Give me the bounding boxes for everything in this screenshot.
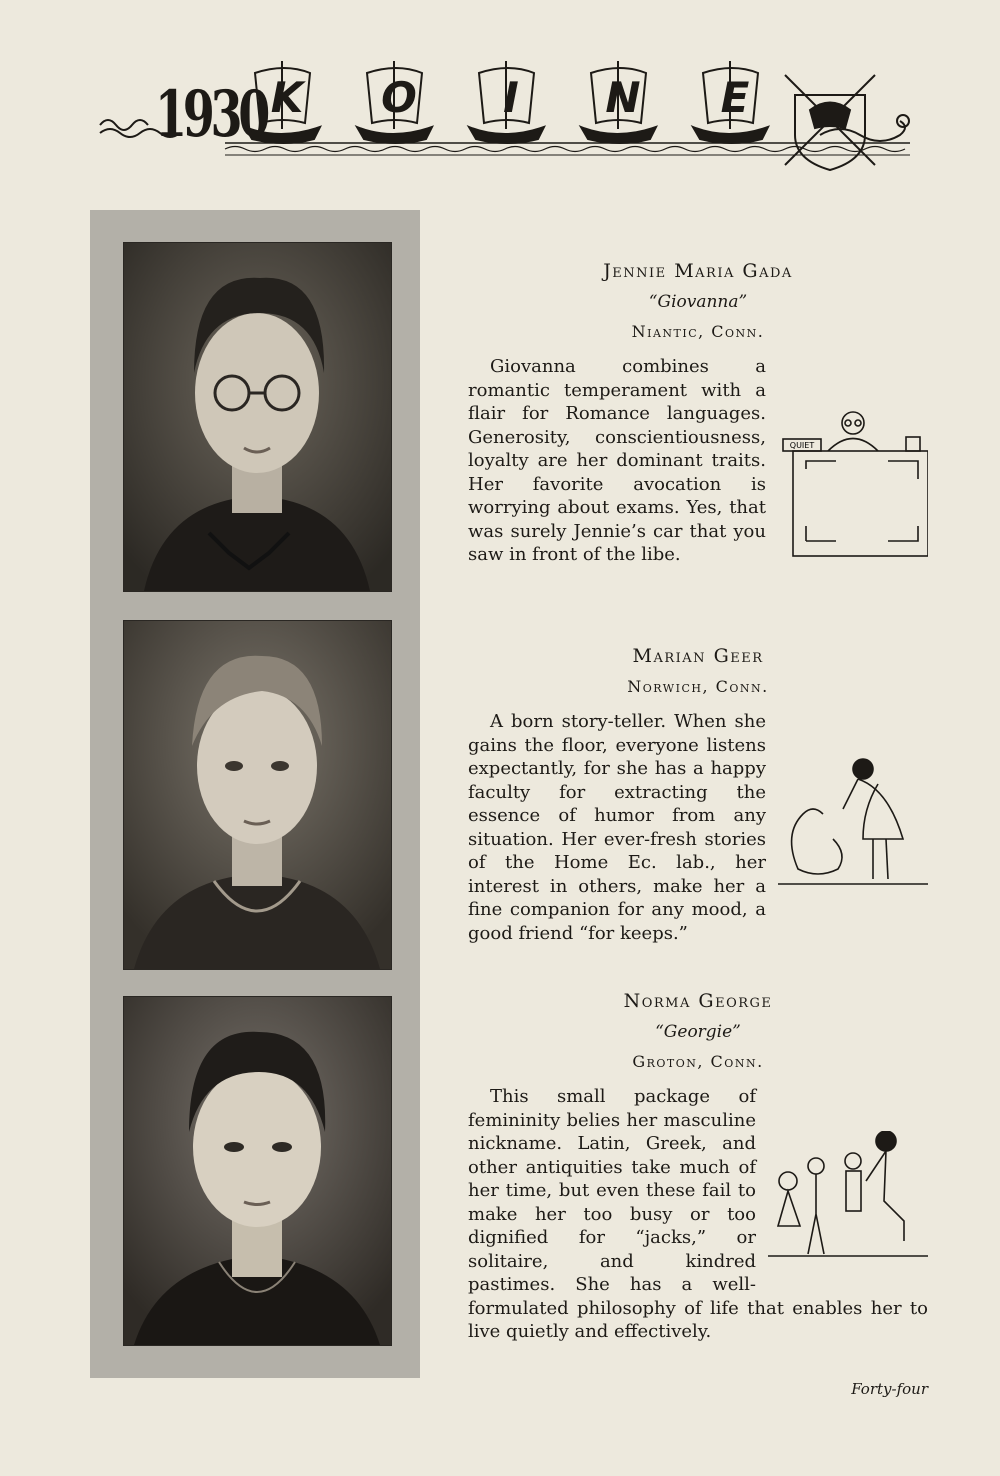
student-bio (468, 1085, 928, 1344)
student-hometown: Niantic, Conn. (631, 322, 765, 341)
yearbook-header-banner (95, 55, 915, 175)
sail-letter-2: O (381, 73, 417, 122)
bio-text: Giovanna combines a romantic temperament with a flair for Romance languages. Generosity, conscientiousness, loyalty are her dominant traits. Her favorite avocation is worrying about exams. Yes, that was surely Jennie’s car that you saw in front of the libe. (468, 356, 766, 565)
first-name: Norma (623, 990, 691, 1012)
student-entry-geer (468, 645, 928, 945)
sail-letter-5: E (720, 73, 750, 122)
portrait-photo-2 (123, 620, 392, 970)
middle-name: Maria (674, 260, 735, 282)
student-name (468, 260, 928, 282)
last-name: Geer (713, 645, 764, 667)
student-hometown: Norwich, Conn. (627, 677, 769, 696)
student-entry-gada (468, 260, 928, 567)
first-name: Jennie (603, 260, 667, 282)
first-name: Marian (632, 645, 707, 667)
monkey-and-girl-sketch (778, 754, 928, 899)
year-title: 1930 (155, 77, 266, 152)
last-name: George (698, 990, 773, 1012)
playing-children-sketch (768, 1131, 928, 1281)
bio-text: This small package of femininity belies her masculine nickname. Latin, Greek, and other antiquities take much of her time, but even these fail to make her too busy or too dignified for “jacks,” or solitaire, and kindred pastimes. She has a well-formulated philosophy of life that enables her to live quietly and effectively. (468, 1086, 928, 1342)
student-nickname: “Georgie” (655, 1022, 741, 1042)
portrait-photo-1 (123, 242, 392, 592)
sail-letter-4: N (605, 73, 641, 122)
page-number: Forty-four (851, 1380, 928, 1398)
student-entry-george (468, 990, 928, 1344)
student-name (468, 645, 928, 667)
bio-text: A born story-teller. When she gains the floor, everyone listens expectantly, for she has a happy faculty for extracting the essence of humor from any situation. Her ever-fresh stories of the Home Ec. lab., her interest in others, make her a fine companion for any mood, a good friend “for keeps.” (468, 711, 766, 944)
quiet-sign-text: QUIET (789, 441, 815, 450)
college-crest (785, 75, 875, 170)
student-nickname: “Giovanna” (648, 292, 748, 312)
sail-letter-1: K (270, 73, 304, 122)
portrait-photo-3 (123, 996, 392, 1346)
sail-letter-3: I (503, 73, 519, 122)
student-bio (468, 355, 928, 567)
student-hometown: Groton, Conn. (632, 1052, 764, 1071)
portrait-strip (90, 210, 420, 1378)
student-bio (468, 710, 928, 945)
last-name: Gada (742, 260, 793, 282)
librarian-desk-sketch (778, 401, 928, 561)
student-name (468, 990, 928, 1012)
